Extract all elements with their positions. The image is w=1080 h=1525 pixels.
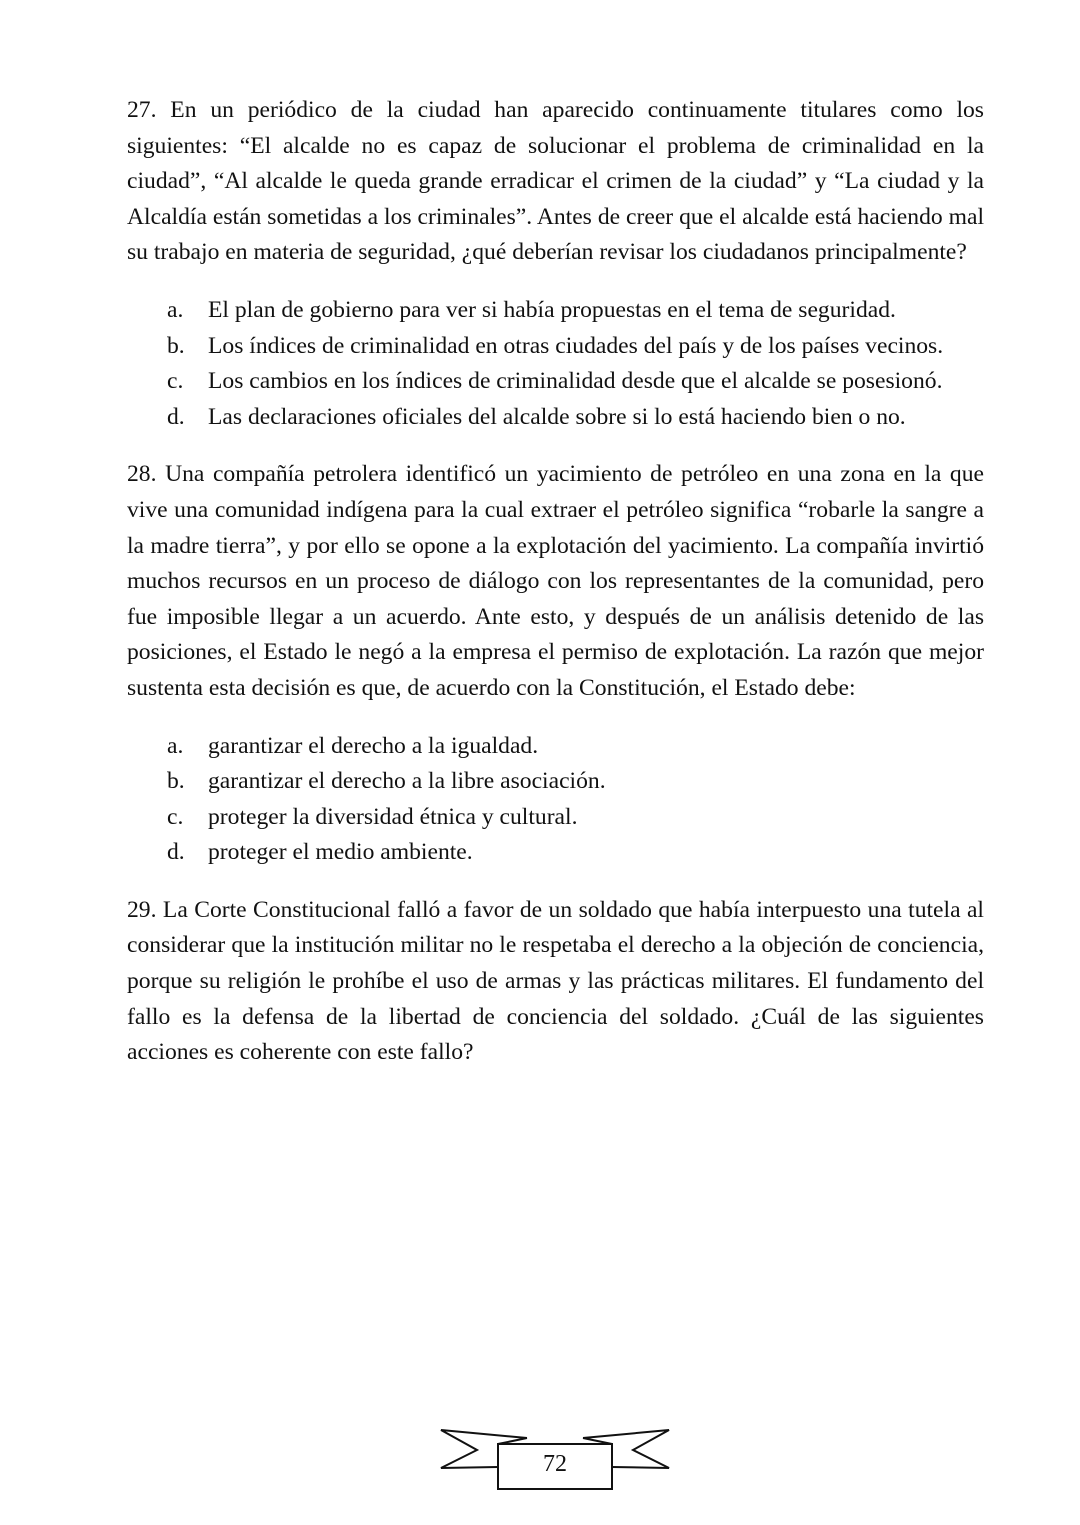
option-letter: c. [167, 368, 184, 395]
question-27-option-d [127, 400, 984, 436]
option-text: Los índices de criminalidad en otras ciudades del país y de los países vecinos. [208, 332, 944, 359]
option-letter: d. [167, 839, 185, 866]
option-text: proteger el medio ambiente. [208, 839, 473, 866]
page-number: 72 [543, 1451, 567, 1477]
option-letter: c. [167, 803, 184, 830]
option-letter: a. [167, 296, 184, 323]
option-text: garantizar el derecho a la igualdad. [208, 732, 539, 759]
question-28-option-b [127, 764, 984, 800]
question-27-options [127, 293, 984, 435]
option-text: Las declaraciones oficiales del alcalde sobre si lo está haciendo bien o no. [208, 403, 906, 430]
option-letter: b. [167, 332, 185, 359]
question-28-option-d [127, 835, 984, 871]
option-letter: d. [167, 403, 185, 430]
page-footer [439, 1428, 671, 1494]
option-letter: b. [167, 768, 185, 795]
question-27-option-a [127, 293, 984, 329]
question-28-text: 28. Una compañía petrolera identificó un yacimiento de petróleo en una zona en la que vive una comunidad indígena para la cual extraer el petróleo significa “robarle la sangre a la madre tierra”, y por ello se opone a la explotación del yacimiento. La compañía invirtió muchos recursos en un proceso de diálogo con los representantes de la comunidad, pero fue imposible llegar a un acuerdo. Ante esto, y después de un análisis detenido de las posiciones, el Estado le negó a la empresa el permiso de explotación. La razón que mejor sustenta esta decisión es que, de acuerdo con la Constitución, el Estado debe: [127, 461, 984, 701]
question-27-option-c [127, 364, 984, 400]
question-27-option-b [127, 329, 984, 365]
question-29-text: 29. La Corte Constitucional falló a favor de un soldado que había interpuesto una tutela al considerar que la institución militar no le respetaba el derecho a la objeción de conciencia, porque su religión le prohíbe el uso de armas y las prácticas militares. El fundamento del fallo es la defensa de la libertad de conciencia del soldado. ¿Cuál de las siguientes acciones es coherente con este fallo? [127, 896, 984, 1066]
option-text: proteger la diversidad étnica y cultural. [208, 803, 578, 830]
option-text: El plan de gobierno para ver si había propuestas en el tema de seguridad. [208, 296, 896, 323]
option-text: garantizar el derecho a la libre asociación. [208, 768, 606, 795]
question-28-option-c [127, 800, 984, 836]
question-28-options [127, 729, 984, 871]
question-28-option-a [127, 729, 984, 765]
option-letter: a. [167, 732, 184, 759]
page-content [127, 93, 984, 1071]
option-text: Los cambios en los índices de criminalidad desde que el alcalde se posesionó. [208, 368, 943, 395]
question-27-text: 27. En un periódico de la ciudad han aparecido continuamente titulares como los siguientes: “El alcalde no es capaz de solucionar el problema de criminalidad en la ciudad”, “Al alcalde le queda grande erradicar el crimen de la ciudad” y “La ciudad y la Alcaldía están sometidas a los criminales”. Antes de creer que el alcalde está haciendo mal su trabajo en materia de seguridad, ¿qué deberían revisar los ciudadanos principalmente? [127, 97, 984, 266]
